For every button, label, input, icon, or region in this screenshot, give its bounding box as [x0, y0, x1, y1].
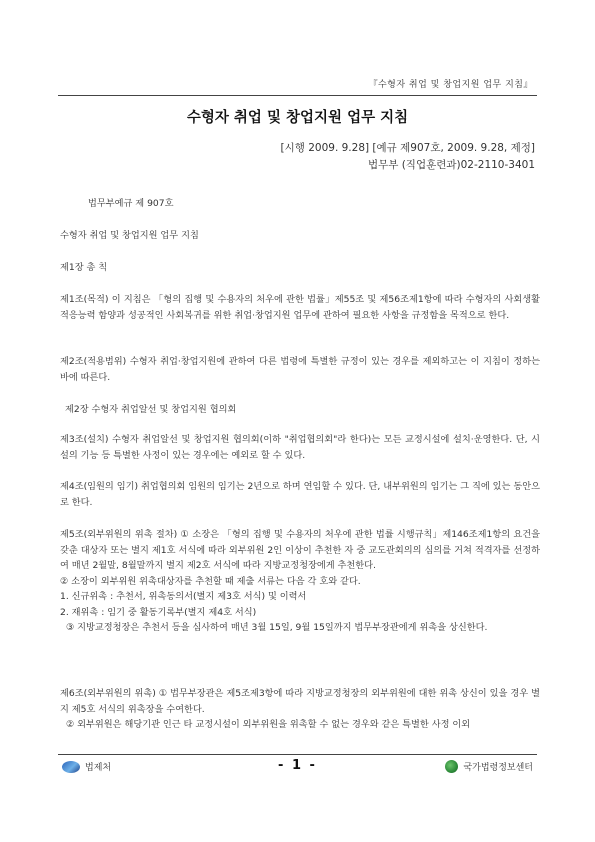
page-number: - 1 -: [278, 758, 317, 773]
article-2: 제2조(적용범위) 수형자 취업·창업지원에 관하여 다른 법령에 특별한 규정이 있는 경우를 제외하고는 이 지침이 정하는 바에 따른다.: [60, 356, 540, 383]
law-center-logo-icon: [445, 760, 458, 773]
article-5-item-2: 2. 재위촉 : 임기 중 활동기록부(별지 제4호 서식): [60, 606, 257, 618]
article-5-paragraph-2: ② 소장이 외부위원 위촉대상자를 추천할 때 제출 서류는 다음 각 호와 같다.: [60, 575, 361, 587]
header-divider: [58, 95, 537, 96]
document-title-repeat: 수형자 취업 및 창업지원 업무 지침: [60, 230, 199, 241]
footer-right-org: 국가법령정보센터: [463, 763, 533, 773]
enforcement-info: [시행 2009. 9.28] [예규 제907호, 2009. 9.28, 제정]: [280, 142, 535, 154]
chapter-2-heading: 제2장 수형자 취업알선 및 창업지원 협의회: [65, 404, 237, 415]
document-title: 수형자 취업 및 창업지원 업무 지침: [186, 110, 409, 126]
footer-left-org: 법제처: [85, 763, 112, 773]
article-3: 제3조(설치) 수형자 취업알선 및 창업지원 협의회(이하 "취업협의회"라 한다)는 모든 교정시설에 설치·운영한다. 단, 시설의 기능 등 특별한 사정이 있는 경우에는 예외로 할 수 있다.: [60, 434, 540, 461]
footer-right: [445, 760, 533, 773]
article-5-item-1: 1. 신규위촉 : 추천서, 위촉동의서(별지 제3호 서식) 및 이력서: [60, 591, 307, 602]
article-5: [60, 527, 540, 636]
article-1: 제1조(목적) 이 지침은 「형의 집행 및 수용자의 처우에 관한 법률」제55조 및 제56조제1항에 따라 수형자의 사회생활 적응능력 함양과 성공적인 사회복귀를 위한 취업·창업지원 업무에 관하여 필요한 사항을 규정함을 목적으로 한다.: [60, 294, 540, 321]
article-6-paragraph-1: 제6조(외부위원의 위촉) ① 법무부장관은 제5조제3항에 따라 지방교정청장의 외부위원에 대한 위촉 상신이 있을 경우 별지 제5호 서식의 위촉장을 수여한다.: [60, 688, 540, 715]
article-6: [60, 686, 540, 733]
chapter-1-heading: 제1장 총 칙: [60, 262, 108, 273]
article-4: 제4조(임원의 임기) 취업협의회 임원의 임기는 2년으로 하며 연임할 수 있다. 단, 내부위원의 임기는 그 직에 있는 동안으로 한다.: [60, 481, 540, 508]
contact-info: 법무부 (직업훈련과)02-2110-3401: [367, 159, 535, 171]
article-5-paragraph-3: ③ 지방교정청장은 추천서 등을 심사하여 매년 3월 15일, 9월 15일까지 법무부장관에게 위촉을 상신한다.: [66, 622, 488, 633]
footer-divider: [58, 754, 537, 755]
article-5-paragraph-1: 제5조(외부위원의 위촉 절차) ① 소장은 「형의 집행 및 수용자의 처우에 관한 법률 시행규칙」제146조제1항의 요건을 갖춘 대상자 또는 별지 제1호 서식에 따라 외부위원 2인 이상이 추천한 자 중 교도관회의의 심의를 거쳐 적격자를 선정하여 매년 2월말, 8월말까지 별지 제2호 서식에 따라 지방교정청장에게 추천한다.: [60, 529, 540, 571]
article-6-paragraph-2: ② 외부위원은 해당기관 인근 타 교정시설이 외부위원을 위촉할 수 없는 경우와 같은 특별한 사정 이외: [66, 719, 471, 730]
running-header: 『수형자 취업 및 창업지원 업무 지침』: [368, 80, 533, 90]
ordinance-number: 법무부예규 제 907호: [88, 198, 174, 209]
